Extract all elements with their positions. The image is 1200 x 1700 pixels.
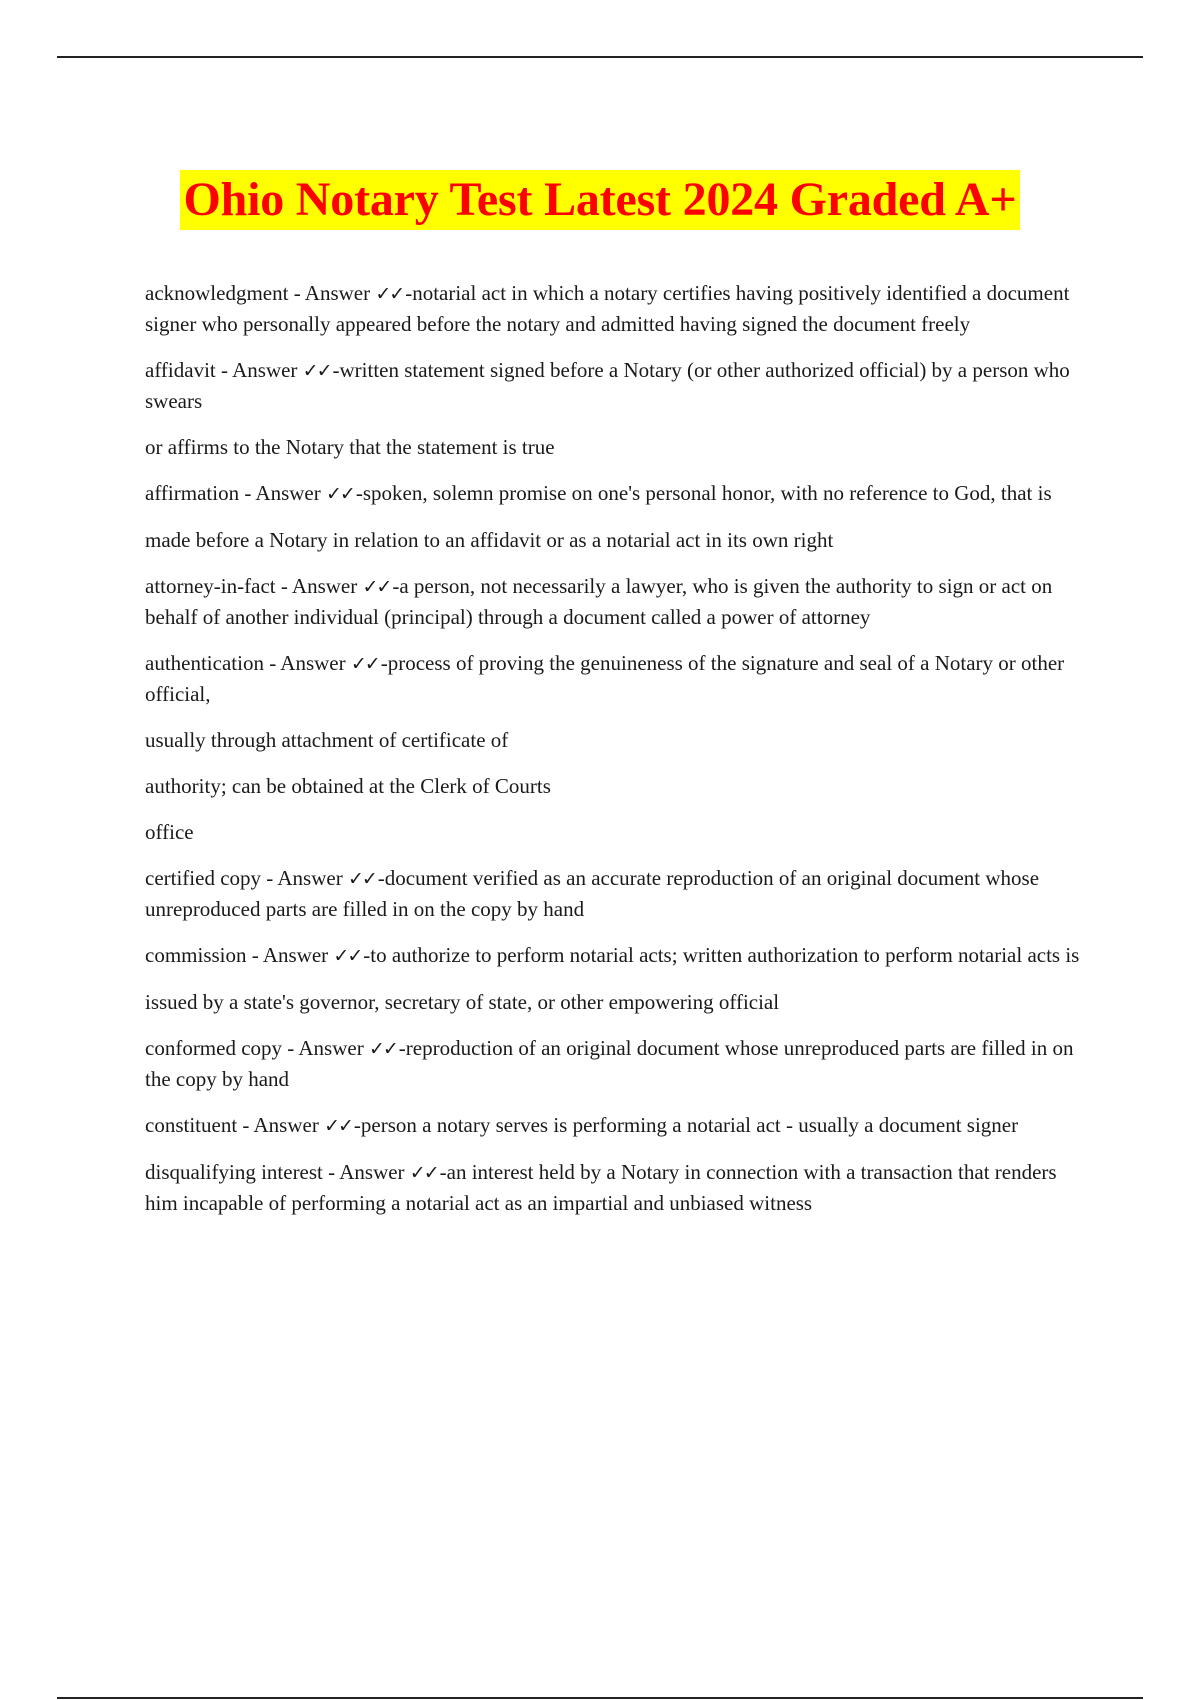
definition-entry [145,571,1090,632]
entry-term: certified copy [145,866,262,890]
check-mark-icon: ✓✓ [350,653,379,675]
entry-paragraph [145,863,1090,924]
check-mark-icon: ✓✓ [375,283,404,305]
definition-entry [145,987,1090,1017]
entry-term: disqualifying interest [145,1160,323,1184]
bottom-divider [57,1697,1143,1699]
entry-paragraph [145,987,1090,1017]
definition-entry [145,648,1090,709]
entry-paragraph [145,432,1090,462]
check-mark-icon: ✓✓ [324,1115,352,1137]
answer-separator: - Answer [239,481,326,505]
check-mark-icon: ✓✓ [302,360,331,382]
entry-definition: -notarial act in which a notary certifies having positively identified a document signer who personally appeared before the notary and admitted having signed the document freely [145,281,1070,336]
entry-paragraph [145,725,1090,755]
definition-entry [145,771,1090,801]
definition-entry [145,278,1090,339]
definition-entry [145,863,1090,924]
entry-paragraph [145,525,1090,555]
entry-paragraph [145,648,1090,709]
check-mark-icon: ✓✓ [362,576,391,598]
entry-definition: -to authorize to perform notarial acts; written authorization to perform notarial acts is [363,943,1080,967]
entry-term: attorney-in-fact [145,574,276,598]
entry-definition: -a person, not necessarily a lawyer, who is given the authority to sign or act on behalf of another individual (principal) through a document called a power of attorney [145,574,1053,629]
definition-entry [145,817,1090,847]
entry-term: commission [145,943,247,967]
entry-term: acknowledgment [145,281,289,305]
entry-paragraph [145,771,1090,801]
entry-paragraph [145,940,1090,971]
definition-entry [145,1157,1090,1218]
entry-term: affirmation [145,481,240,505]
entry-continuation: issued by a state's governor, secretary of state, or other empowering official [145,990,780,1014]
definition-entry [145,1033,1090,1094]
document-title: Ohio Notary Test Latest 2024 Graded A+ [180,170,1019,230]
entry-paragraph [145,1157,1090,1218]
definition-entry [145,355,1090,416]
title-container [0,170,1200,230]
entry-paragraph [145,278,1090,339]
answer-separator: - Answer [288,281,376,305]
check-mark-icon: ✓✓ [333,945,362,967]
entry-paragraph [145,1110,1090,1141]
entry-paragraph [145,817,1090,847]
entry-term: constituent [145,1113,238,1137]
answer-separator: - Answer [237,1113,325,1137]
top-divider [57,56,1143,58]
entry-definition: -process of proving the genuineness of the signature and seal of a Notary or other official, [145,651,1065,706]
answer-separator: - Answer [275,574,363,598]
check-mark-icon: ✓✓ [409,1162,438,1184]
entry-paragraph [145,1033,1090,1094]
entry-continuation: authority; can be obtained at the Clerk of Courts [145,774,551,798]
entry-continuation: usually through attachment of certificate of [145,728,509,752]
entry-definition: -an interest held by a Notary in connection with a transaction that renders him incapable of performing a notarial act as an impartial and unbiased witness [145,1160,1057,1215]
definition-entry [145,525,1090,555]
definition-entry [145,1110,1090,1141]
entry-definition: -document verified as an accurate reproduction of an original document whose unreproduced parts are filled in on the copy by hand [145,866,1040,921]
definition-entry [145,478,1090,509]
entry-paragraph [145,355,1090,416]
entry-term: affidavit [145,358,216,382]
answer-separator: - Answer [246,943,334,967]
definition-entry [145,432,1090,462]
entry-paragraph [145,478,1090,509]
entry-paragraph [145,571,1090,632]
answer-separator: - Answer [263,651,351,675]
answer-separator: - Answer [322,1160,410,1184]
answer-separator: - Answer [282,1036,369,1060]
answer-separator: - Answer [215,358,303,382]
entry-term: conformed copy [145,1036,283,1060]
entry-continuation: made before a Notary in relation to an affidavit or as a notarial act in its own right [145,528,834,552]
answer-separator: - Answer [261,866,348,890]
check-mark-icon: ✓✓ [368,1038,397,1060]
entry-definition: -person a notary serves is performing a notarial act - usually a document signer [353,1113,1019,1137]
entry-definition: -spoken, solemn promise on one's personal honor, with no reference to God, that is [355,481,1052,505]
definition-entry [145,725,1090,755]
entry-continuation: or affirms to the Notary that the statement is true [145,435,555,459]
definitions-list [145,278,1090,1234]
definition-entry [145,940,1090,971]
check-mark-icon: ✓✓ [326,483,354,505]
entry-definition: -reproduction of an original document whose unreproduced parts are filled in on the copy by hand [145,1036,1074,1091]
entry-term: authentication [145,651,264,675]
entry-definition: -written statement signed before a Notary (or other authorized official) by a person who swears [145,358,1070,413]
check-mark-icon: ✓✓ [347,868,376,890]
entry-continuation: office [145,820,194,844]
